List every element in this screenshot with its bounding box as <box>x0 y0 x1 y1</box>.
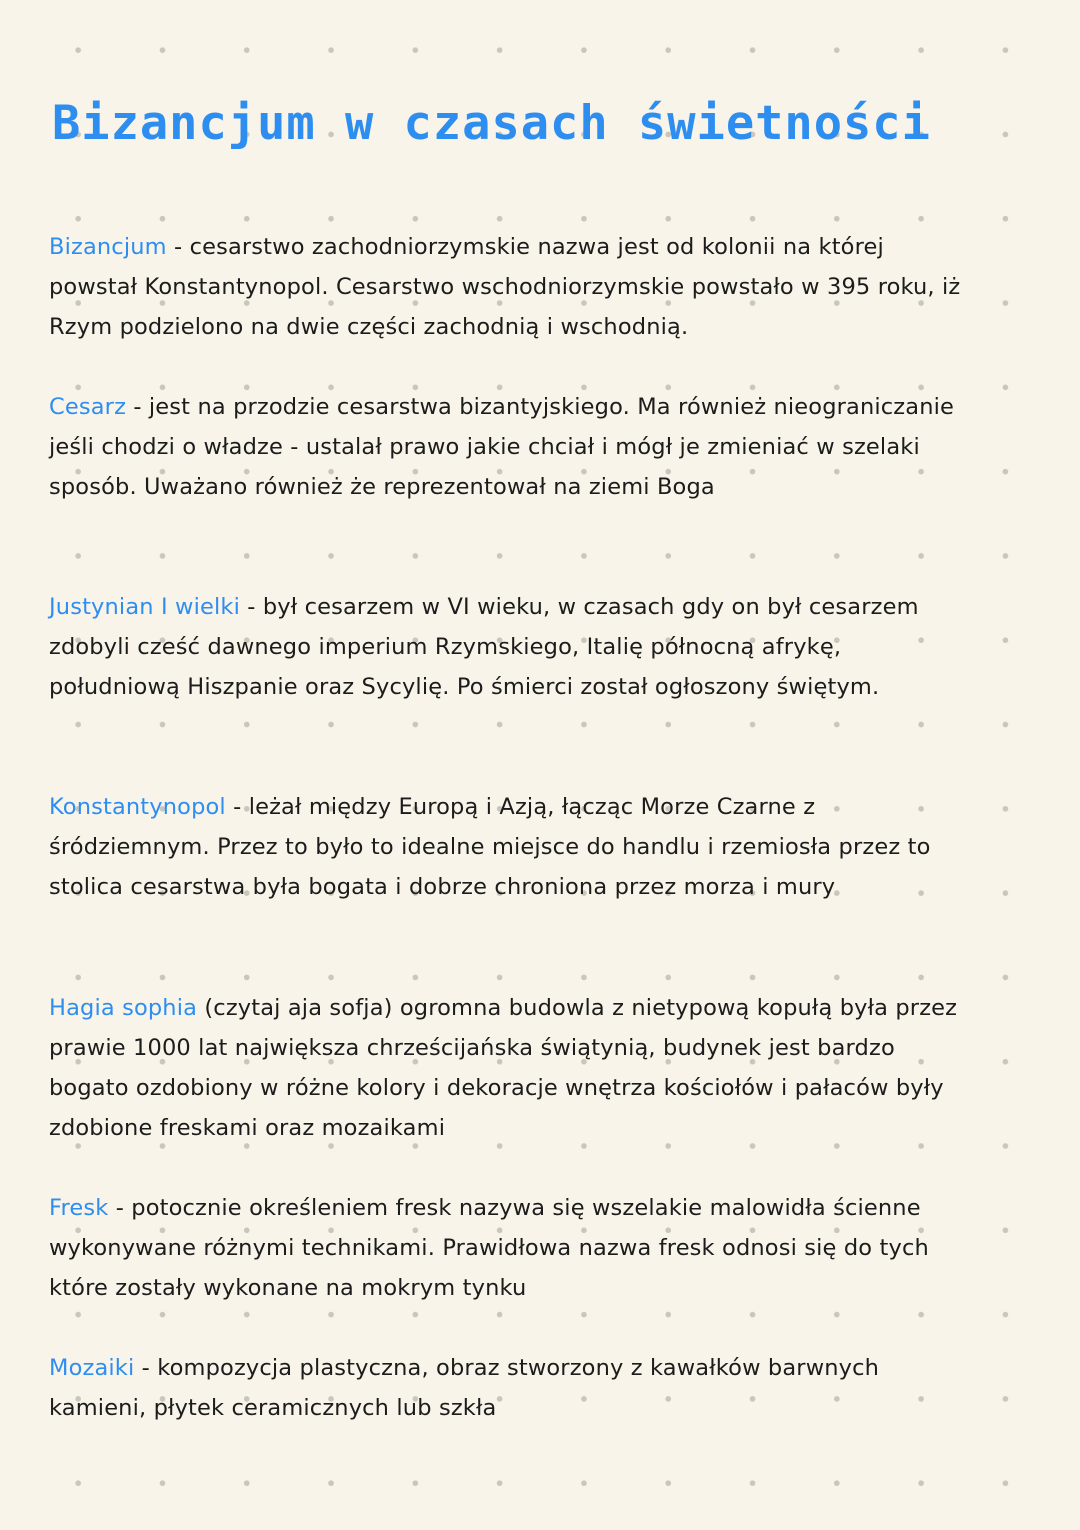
definition-entry-bizancjum <box>49 227 979 347</box>
definition-term: Justynian I wielki <box>49 594 240 620</box>
definition-text: - leżał między Europą i Azją, łącząc Morze Czarne z śródziemnym. Przez to było to idealne miejsce do handlu i rzemiosła przez to stolica cesarstwa była bogata i dobrze chroniona przez morza i mury <box>49 794 931 900</box>
definition-term: Mozaiki <box>49 1355 135 1381</box>
definition-entry-cesarz <box>49 387 979 507</box>
definition-term: Hagia sophia <box>49 995 198 1021</box>
page-title: Bizancjum w czasach świetności <box>52 96 931 151</box>
definition-entry-mozaiki <box>49 1348 979 1428</box>
definition-entry-justynian <box>49 587 979 707</box>
definition-text: - potocznie określeniem fresk nazywa się wszelakie malowidła ścienne wykonywane różnymi technikami. Prawidłowa nazwa fresk odnosi się do tych które zostały wykonane na mokrym tynku <box>49 1195 929 1301</box>
definition-text: - cesarstwo zachodniorzymskie nazwa jest od kolonii na której powstał Konstantynopol. Cesarstwo wschodniorzymskie powstało w 395 roku, iż Rzym podzielono na dwie części zachodnią i wschodnią. <box>49 234 961 340</box>
definition-term: Konstantynopol <box>49 794 226 820</box>
definition-text: - jest na przodzie cesarstwa bizantyjskiego. Ma również nieograniczanie jeśli chodzi o władze - ustalał prawo jakie chciał i mógł je zmieniać w szelaki sposób. Uważano również że reprezentował na ziemi Boga <box>49 394 955 500</box>
definition-entry-konstantynopol <box>49 787 979 907</box>
definition-text: - był cesarzem w VI wieku, w czasach gdy on był cesarzem zdobyli cześć dawnego imperium Rzymskiego, Italię północną afrykę, południową Hiszpanie oraz Sycylię. Po śmierci został ogłoszony świętym. <box>49 594 919 700</box>
definition-text: (czytaj aja sofja) ogromna budowla z nietypową kopułą była przez prawie 1000 lat największa chrześcijańska świątynią, budynek jest bardzo bogato ozdobiony w różne kolory i dekoracje wnętrza kościołów i pałaców były zdobione freskami oraz mozaikami <box>49 995 958 1141</box>
definition-entry-fresk <box>49 1188 979 1308</box>
definition-entry-hagia-sophia <box>49 988 979 1148</box>
definition-text: - kompozycja plastyczna, obraz stworzony z kawałków barwnych kamieni, płytek ceramicznych lub szkła <box>49 1355 880 1421</box>
definition-term: Fresk <box>49 1195 109 1221</box>
definition-term: Bizancjum <box>49 234 167 260</box>
definition-term: Cesarz <box>49 394 127 420</box>
